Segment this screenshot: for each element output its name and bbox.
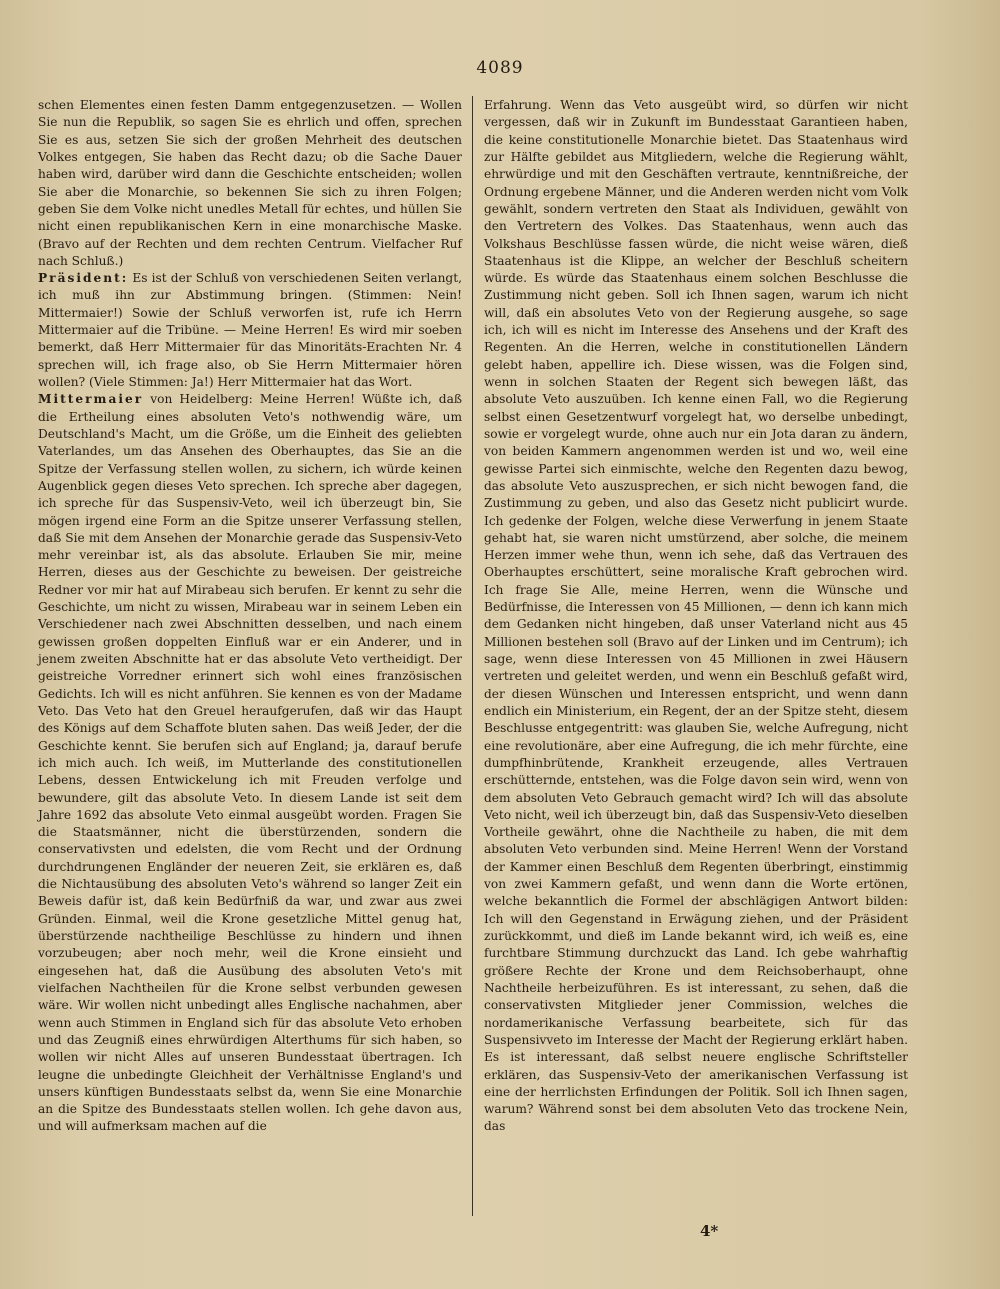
speech-text: von Heidelberg: Meine Herren! Wüßte ich, daß die Ertheilung eines absoluten Veto's nothwendig wäre, um Deutschland's Macht, um die Größe, um die Einheit des geliebten Vaterlandes, um das Ansehen des Oberhauptes, das Sie an die Spitze der Verfassung stellen wollen, zu sichern, ich würde keinen Augenblick gegen dieses Veto sprechen. Ich spreche aber dagegen, ich spreche für das Suspensiv-Veto, weil ich überzeugt bin, Sie mögen irgend eine Form an die Spitze unserer Verfassung stellen, daß Sie mit dem Ansehen der Monarchie gerade das Suspensiv-Veto mehr vereinbar ist, als das absolute. Erlauben Sie mir, meine Herren, dieses aus der Geschichte zu beweisen. Der geistreiche Redner vor mir hat auf Mirabeau sich berufen. Er kennt zu sehr die Geschichte, um nicht zu wissen, Mirabeau war in seinem Leben ein Verschiedener nach zwei Abschnitten desselben, und nach einem gewissen großen doppelten Einfluß war er ein Anderer, und in jenem zweiten Abschnitte hat er das absolute Veto vertheidigt. Der geistreiche Vorredner erinnert sich wohl eines französischen Gedichts. Ich will es nicht anführen. Sie kennen es von der Madame Veto. Das Veto hat den Greuel heraufgerufen, daß wir das Haupt des Königs auf dem Schaffote bluten sahen. Das weiß Jeder, der die Geschichte kennt. Sie berufen sich auf England; ja, darauf berufe ich mich auch. Ich weiß, im Mutterlande des constitutionellen Lebens, dessen Entwickelung ich mit Freuden verfolge und bewundere, gilt das absolute Veto. In diesem Lande ist seit dem Jahre 1692 das absolute Veto einmal ausgeübt worden. Fragen Sie die Staatsmänner, nicht die überstürzenden, sondern die conservativsten und edelsten, die vom Recht und der Ordnung durchdrungenen Engländer der neueren Zeit, sie erklären es, daß die Nichtausübung des absoluten Veto's während so langer Zeit ein Beweis dafür ist, daß kein Bedürfniß da war, und zwar aus zwei Gründen. Einmal, weil die Krone gesetzliche Mittel genug hat, überstürzende nachtheilige Beschlüsse zu hindern und ihnen vorzubeugen; aber noch mehr, weil die Krone einsieht und eingesehen hat, daß die Ausübung des absoluten Veto's mit vielfachen Nachtheilen für die Krone selbst verbunden gewesen wäre. Wir wollen nicht unbedingt alles Englische nachahmen, aber wenn auch Stimmen in England sich für das absolute Veto erhoben und das Zeugniß eines ehrwürdigen Alterthums für sich haben, so wollen wir nicht Alles auf unseren Bundesstaat übertragen. Ich leugne die unbedingte Gleichheit der Verhältnisse England's und unsers künftigen Bundesstaats selbst da, wenn Sie eine Monarchie an die Spitze des Bundesstaats stellen wollen. Ich gehe davon aus, und will aufmerksam machen auf die bbox=[38, 392, 462, 1134]
paragraph-mittermaier bbox=[38, 391, 462, 1135]
page-number: 4089 bbox=[476, 58, 524, 78]
paragraph-president bbox=[38, 270, 462, 391]
right-column bbox=[484, 97, 908, 1136]
speaker-name: Präsident: bbox=[38, 271, 129, 286]
paragraph-continuation: Erfahrung. Wenn das Veto ausgeübt wird, so dürfen wir nicht vergessen, daß wir in Zukunft im Bundesstaat Garantieen haben, die keine constitutionelle Monarchie bietet. Das Staatenhaus wird zur Hälfte gebildet aus Mitgliedern, welche die Regierung wählt, ehrwürdige und mit den Geschäften vertraute, kenntnißreiche, der Ordnung ergebene Männer, und die Anderen werden nicht vom Volk gewählt, sondern vertreten den Staat als Individuen, gewählt von den Vertretern des Volkes. Das Staatenhaus, wenn auch das Volkshaus Beschlüsse fassen würde, die nicht weise wären, dieß Staatenhaus ist die Klippe, an welcher der Beschluß scheitern würde. Es würde das Staatenhaus einem solchen Beschlusse die Zustimmung nicht geben. Soll ich Ihnen sagen, warum ich nicht will, daß ein absolutes Veto von der Regierung ausgehe, so sage ich, ich will es nicht im Interesse des Ansehens und der Kraft des Regenten. An die Herren, welche in constitutionellen Ländern gelebt haben, appellire ich. Diese wissen, was die Folgen sind, wenn in solchen Staaten der Regent sich bewegen läßt, das absolute Veto auszuüben. Ich kenne einen Fall, wo die Regierung selbst einen Gesetzentwurf vorgelegt hat, wo derselbe unbedingt, sowie er vorgelegt wurde, ohne auch nur ein Jota daran zu ändern, von beiden Kammern angenommen werden ist und wo, weil eine gewisse Partei sich einmischte, welche den Regenten dazu bewog, das absolute Veto auszusprechen, er sich nicht bewogen fand, die Zustimmung zu geben, und also das Gesetz nicht publicirt wurde. Ich gedenke der Folgen, welche diese Verwerfung in jenem Staate gehabt hat, sie waren nicht umstürzend, aber solche, die meinem Herzen immer wehe thun, wenn ich sehe, daß das Vertrauen des Oberhauptes erschüttert, seine moralische Kraft gebrochen wird. Ich frage Sie Alle, meine Herren, wenn die Wünsche und Bedürfnisse, die Interessen von 45 Millionen, — denn ich kann mich dem Gedanken nicht hingeben, daß unser Vaterland nicht aus 45 Millionen bestehen soll (Bravo auf der Linken und im Centrum); ich sage, wenn diese Interessen von 45 Millionen in zwei Häusern vertreten und geleitet werden, und wenn ein Beschluß gefaßt wird, der diesen Wünschen und Interessen entspricht, und wenn dann endlich ein Ministerium, ein Regent, der an der Spitze steht, diesem Beschlusse entgegentritt: was glauben Sie, welche Aufregung, nicht eine revolutionäre, aber eine Aufregung, die ich mehr fürchte, eine dumpfhinbrütende, Krankheit erzeugende, alles Vertrauen erschütternde, entstehen, was die Folge davon sein wird, wenn von dem absoluten Veto Gebrauch gemacht wird? Ich will das absolute Veto nicht, weil ich überzeugt bin, daß das Suspensiv-Veto dieselben Vortheile gewährt, ohne die Nachtheile zu haben, die mit dem absoluten Veto verbunden sind. Meine Herren! Wenn der Vorstand der Kammer einen Beschluß dem Regenten überbringt, einstimmig von zwei Kammern gefaßt, und wenn dann die Worte ertönen, welche bekanntlich die Formel der abschlägigen Antwort bilden: Ich will den Gegenstand in Erwägung ziehen, und der Präsident zurückkommt, und dieß im Lande bekannt wird, ich weiß es, eine furchtbare Stimmung durchzuckt das Land. Ich gebe wahrhaftig größere Rechte der Krone und dem Reichsoberhaupt, ohne Nachtheile herbeizuführen. Es ist interessant, zu sehen, daß die conservativsten Mitglieder jener Commission, welches die nordamerikanische Verfassung bearbeitete, sich für das Suspensivveto im Interesse der Macht der Regierung erklärt haben. Es ist interessant, daß selbst neuere englische Schriftsteller erklären, das Suspensiv-Veto der amerikanischen Verfassung ist eine der herrlichsten Erfindungen der Politik. Soll ich Ihnen sagen, warum? Während sonst bei dem absoluten Veto das trockene Nein, das bbox=[484, 98, 908, 1134]
printer-signature-mark: 4* bbox=[700, 1222, 719, 1240]
speech-text: Es ist der Schluß von verschiedenen Seiten verlangt, ich muß ihn zur Abstimmung bringen. (Stimmen: Nein! Mittermaier!) Sowie der Schluß verworfen ist, rufe ich Herrn Mittermaier auf die Tribüne. — Meine Herren! Es wird mir soeben bemerkt, daß Herr Mittermaier für das Minoritäts-Erachten Nr. 4 sprechen will, ich frage also, ob Sie Herrn Mittermaier hören wollen? (Viele Stimmen: Ja!) Herr Mittermaier hat das Wort. bbox=[38, 271, 462, 389]
speaker-name: Mittermaier bbox=[38, 392, 144, 407]
column-divider bbox=[472, 96, 473, 1216]
left-column bbox=[38, 97, 462, 1136]
paragraph-intro: schen Elementes einen festen Damm entgegenzusetzen. — Wollen Sie nun die Republik, so sagen Sie es ehrlich und offen, sprechen Sie es aus, setzen Sie sich der großen Mehrheit des deutschen Volkes entgegen, Sie haben das Recht dazu; ob die Sache Dauer haben wird, darüber wird dann die Geschichte entscheiden; wollen Sie aber die Monarchie, so bekennen Sie sich zu ihren Folgen; geben Sie dem Volke nicht unedles Metall für echtes, und hüllen Sie nicht einen republikanischen Kern in eine monarchische Maske. (Bravo auf der Rechten und dem rechten Centrum. Vielfacher Ruf nach Schluß.) bbox=[38, 98, 462, 268]
